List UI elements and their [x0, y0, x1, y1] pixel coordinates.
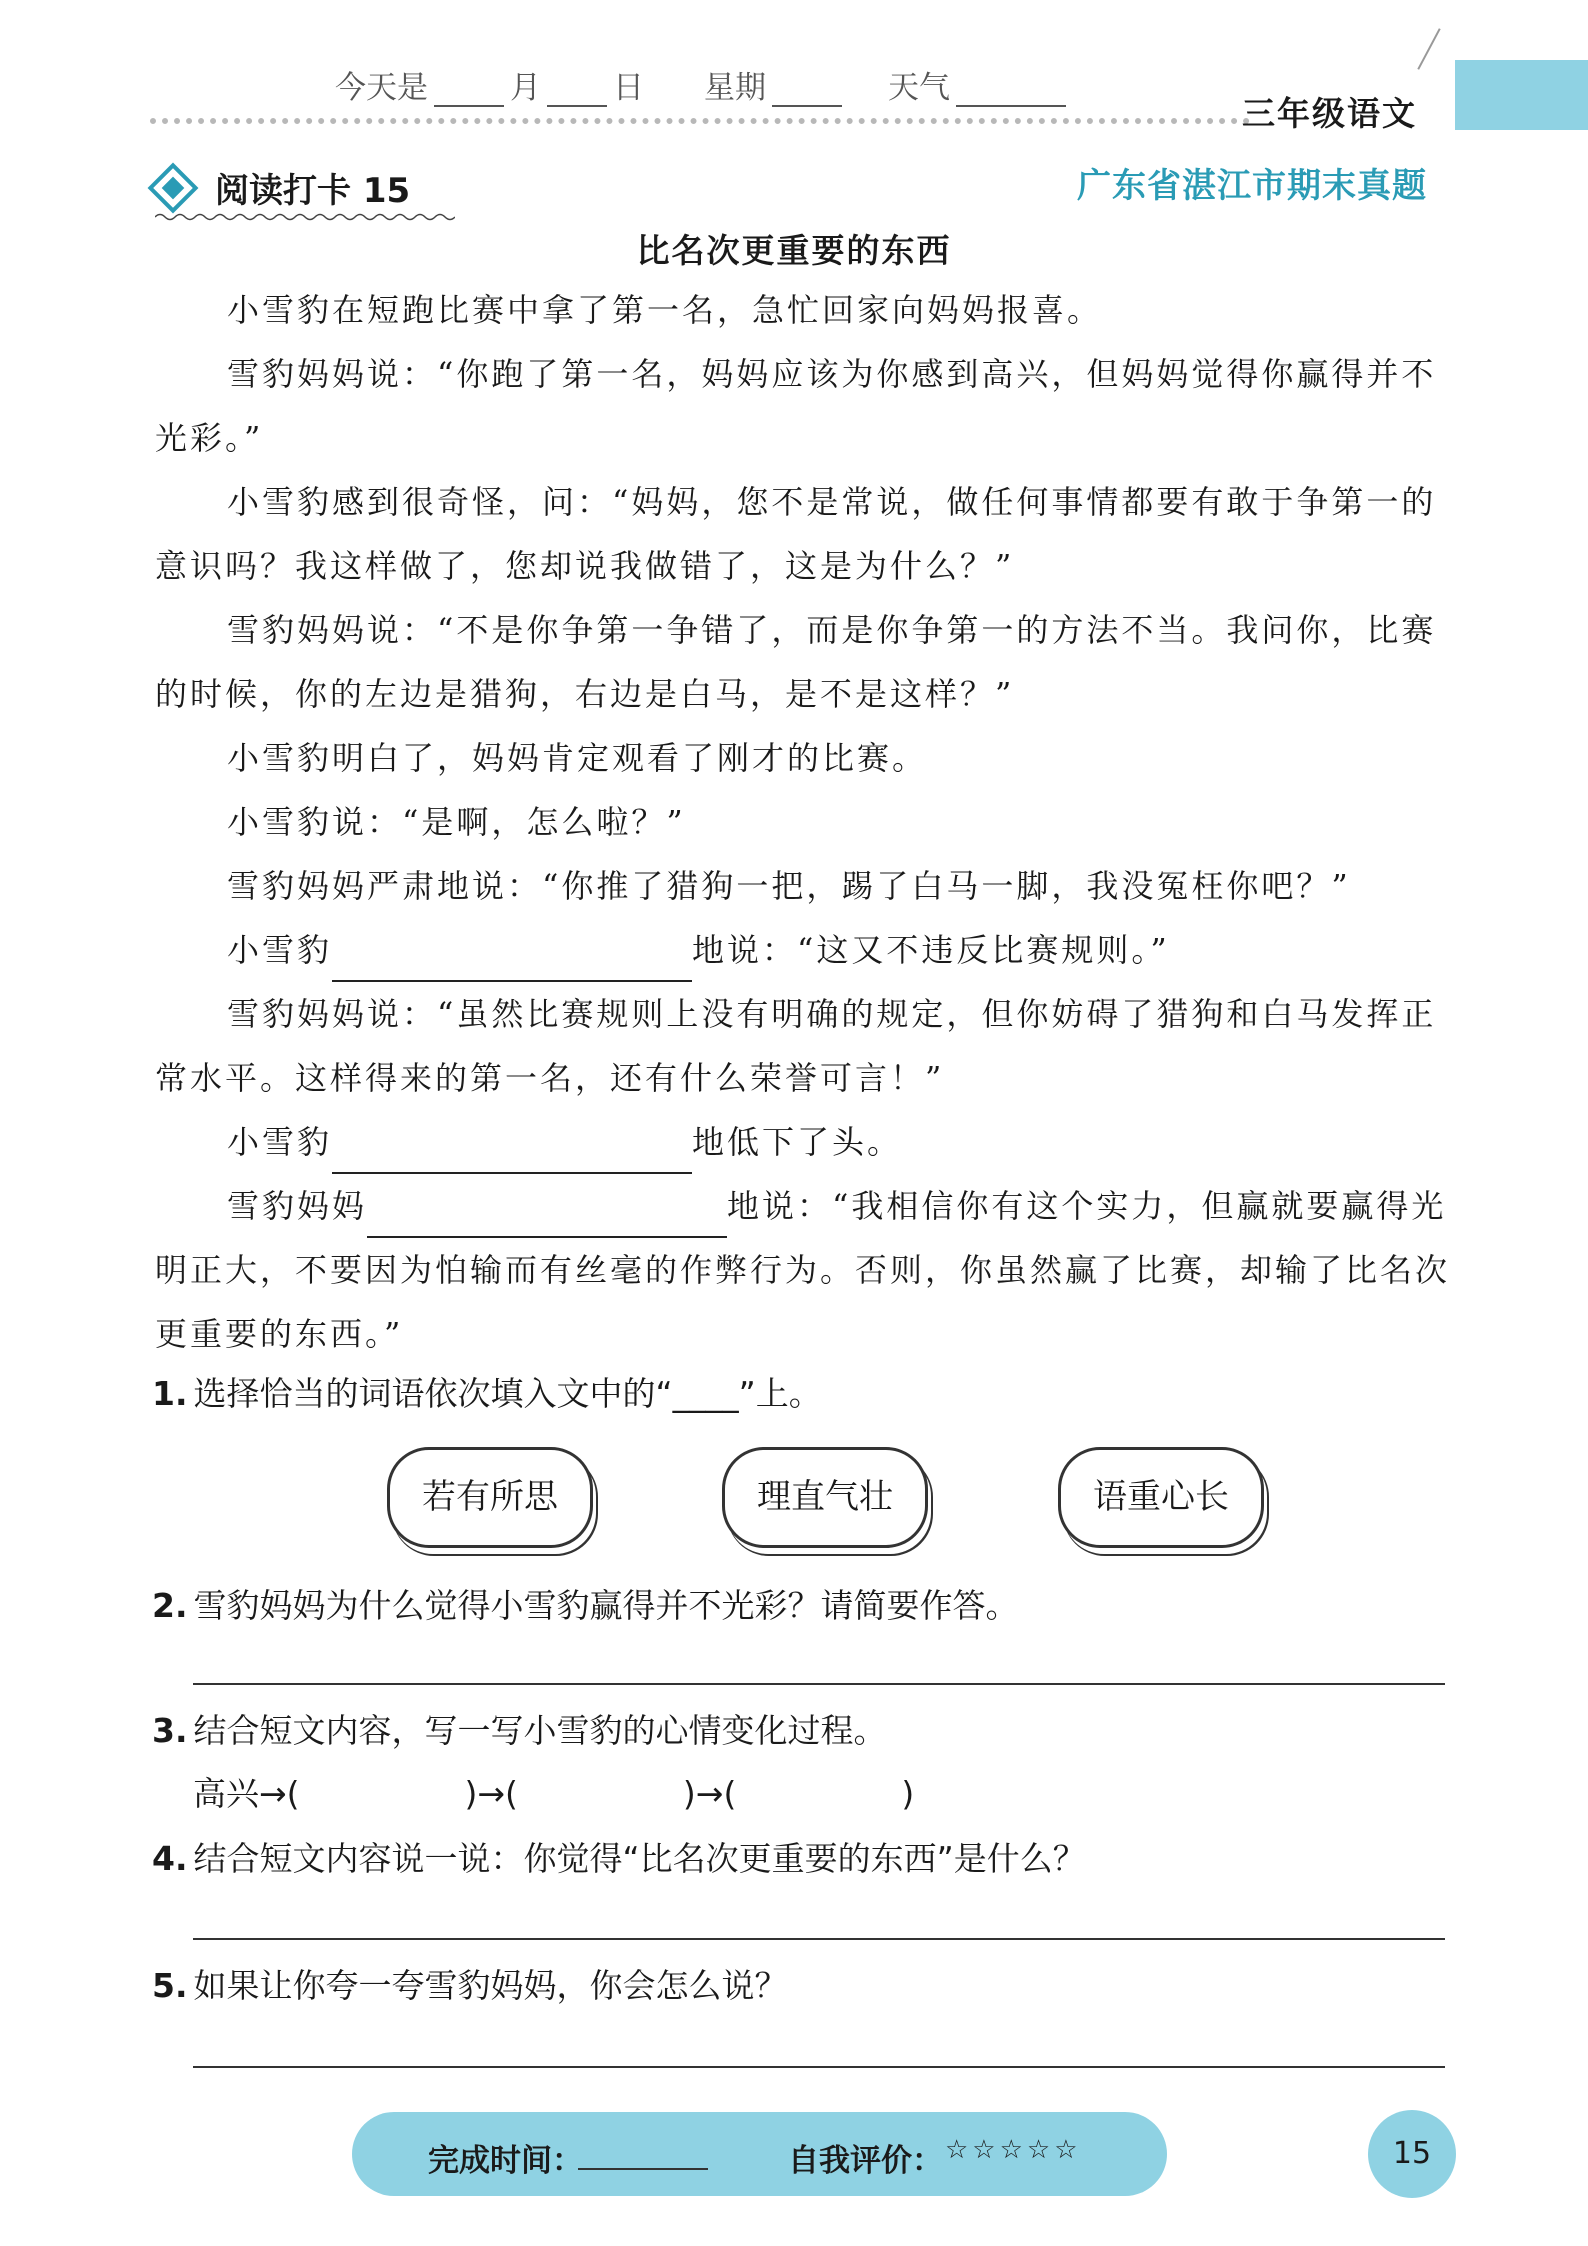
- wavy-underline: [155, 212, 455, 222]
- diamond-icon: [148, 163, 199, 214]
- paragraph-11: 雪豹妈妈 地说：“我相信你有这个实力，但赢就要赢得光明正大，不要因为怕输而有丝毫的作弊行为。否则，你虽然赢了比赛，却输了比名次更重要的东西。”: [155, 1187, 1451, 1353]
- paragraph-2: 雪豹妈妈说：“你跑了第一名，妈妈应该为你感到高兴，但妈妈觉得你赢得并不光彩。”: [155, 355, 1437, 457]
- completion-time-label: 完成时间：: [428, 2143, 583, 2179]
- rating-stars[interactable]: ☆☆☆☆☆: [945, 2135, 1082, 2165]
- blank-2[interactable]: [332, 1132, 692, 1174]
- paragraph-3: 小雪豹感到很奇怪，问：“妈妈，您不是常说，做任何事情都要有敢于争第一的意识吗？我这样做了，您却说我做错了，这是为什么？”: [155, 483, 1437, 585]
- weather-blank[interactable]: [956, 75, 1066, 107]
- answer-line-2[interactable]: [193, 1683, 1445, 1685]
- weather-label: 天气: [888, 70, 950, 106]
- self-eval-label: 自我评价：: [788, 2143, 943, 2179]
- blank-1[interactable]: [332, 940, 692, 982]
- paragraph-6: 小雪豹说：“是啊，怎么啦？”: [227, 803, 686, 841]
- day-blank[interactable]: [547, 75, 607, 107]
- paragraph-1: 小雪豹在短跑比赛中拿了第一名，急忙回家向妈妈报喜。: [227, 291, 1103, 329]
- word-card-3[interactable]: 语重心长: [1058, 1447, 1264, 1548]
- section-title: 阅读打卡 15: [215, 171, 411, 211]
- weekday-label: 星期: [704, 70, 766, 106]
- source-label: 广东省湛江市期末真题: [1077, 166, 1427, 206]
- date-prefix: 今天是: [335, 70, 428, 106]
- dotted-divider: [150, 118, 1250, 124]
- day-label: 日: [613, 70, 644, 106]
- blank-3[interactable]: [367, 1196, 727, 1238]
- paragraph-5: 小雪豹明白了，妈妈肯定观看了刚才的比赛。: [227, 739, 928, 777]
- paragraph-8: 小雪豹 地说：“这又不违反比赛规则。”: [155, 918, 1450, 982]
- decorative-slash: [1417, 28, 1440, 70]
- word-card-2[interactable]: 理直气壮: [722, 1447, 928, 1548]
- answer-line-5[interactable]: [193, 2066, 1445, 2068]
- paragraph-4: 雪豹妈妈说：“不是你争第一争错了，而是你争第一的方法不当。我问你，比赛的时候，你的左边是猎狗，右边是白马，是不是这样？”: [155, 611, 1437, 713]
- paragraph-7: 雪豹妈妈严肃地说：“你推了猎狗一把，踢了白马一脚，我没冤枉你吧？”: [227, 867, 1351, 905]
- passage-title: 比名次更重要的东西: [636, 231, 952, 270]
- completion-time-blank[interactable]: [578, 2168, 708, 2170]
- mood-chain[interactable]: 高兴→( )→( )→( ): [193, 1774, 915, 1813]
- question-2: 2. 雪豹妈妈为什么觉得小雪豹赢得并不光彩？请简要作答。: [152, 1586, 1019, 1625]
- paragraph-10: 小雪豹 地低下了头。: [155, 1110, 1450, 1174]
- page-number: 15: [1392, 2136, 1432, 2171]
- grade-label: 三年级语文: [1242, 94, 1417, 133]
- month-label: 月: [510, 70, 541, 106]
- answer-line-4[interactable]: [193, 1938, 1445, 1940]
- question-4: 4. 结合短文内容说一说：你觉得“比名次更重要的东西”是什么？: [152, 1839, 1086, 1878]
- weekday-blank[interactable]: [772, 75, 842, 107]
- paragraph-9: 雪豹妈妈说：“虽然比赛规则上没有明确的规定，但你妨碍了猎狗和白马发挥正常水平。这样得来的第一名，还有什么荣誉可言！”: [155, 995, 1437, 1097]
- question-1: 1. 选择恰当的词语依次填入文中的“____”上。: [152, 1374, 822, 1413]
- word-card-1[interactable]: 若有所思: [387, 1447, 593, 1548]
- question-3: 3. 结合短文内容，写一写小雪豹的心情变化过程。: [152, 1711, 887, 1750]
- grade-tab: [1455, 60, 1588, 130]
- question-5: 5. 如果让你夸一夸雪豹妈妈，你会怎么说？: [152, 1966, 788, 2005]
- date-weather-line: [335, 62, 1072, 107]
- month-blank[interactable]: [434, 75, 504, 107]
